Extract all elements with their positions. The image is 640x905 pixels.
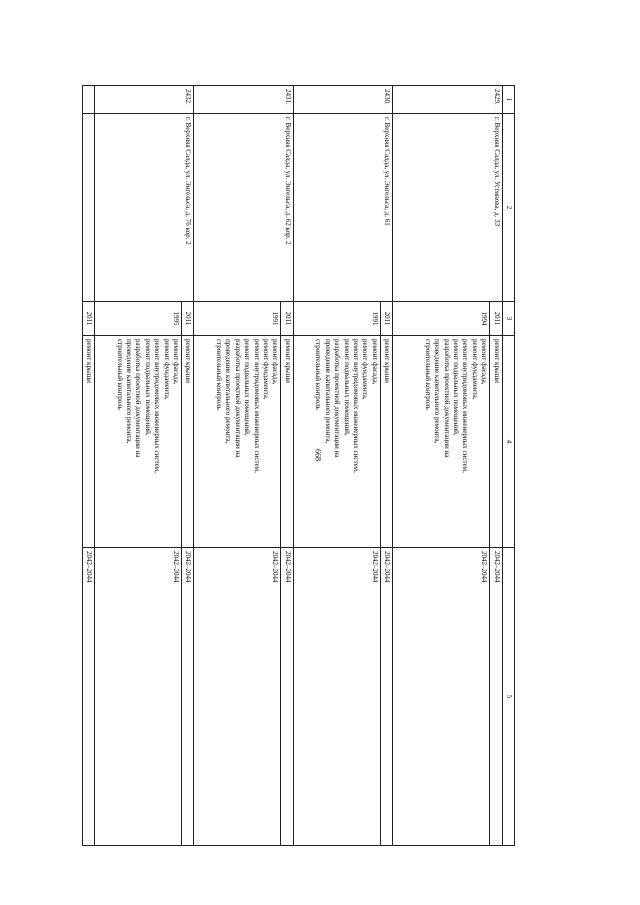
work-line: ремонт внутридомовых инженерных систем,	[351, 339, 360, 473]
work-line: проведение капитального ремонта,	[224, 339, 233, 444]
work-line: ремонт фасада,	[171, 339, 180, 385]
work-line: разработка проектной документации на	[134, 339, 143, 458]
row-year: 1991	[293, 302, 380, 336]
col-header-3: 3	[502, 302, 514, 336]
row-period: 2042–2044	[94, 548, 181, 846]
row-address	[82, 114, 94, 302]
row-roof-work: ремонт крыши	[490, 336, 502, 548]
row-works	[194, 336, 281, 548]
row-roof-period: 2042–2044	[490, 548, 502, 846]
table-sheet	[85, 85, 515, 845]
row-works	[94, 336, 181, 548]
row-period: 2042–2044	[293, 548, 380, 846]
row-roof-work: ремонт крыши	[82, 336, 94, 548]
row-works	[293, 336, 380, 548]
row-year: 1995	[94, 302, 181, 336]
work-line: ремонт подвальных помещений,	[451, 339, 460, 436]
row-roof-year: 2011	[82, 302, 94, 336]
row-roof-work: ремонт крыши	[181, 336, 193, 548]
table-row	[82, 86, 94, 846]
work-line: ремонт внутридомовых инженерных систем,	[252, 339, 261, 473]
row-number: 2431.	[194, 86, 293, 114]
row-number: 2430.	[293, 86, 392, 114]
work-line: разработка проектной документации на	[233, 339, 242, 458]
work-line: разработка проектной документации на	[333, 339, 342, 458]
table-row	[181, 86, 193, 846]
work-line: ремонт фундамента,	[470, 339, 479, 400]
work-line: строительный контроль	[115, 339, 124, 410]
row-roof-period: 2042–2044	[380, 548, 392, 846]
work-line: ремонт фундамента,	[361, 339, 370, 400]
work-line: ремонт фасада,	[271, 339, 280, 385]
row-roof-period: 2042–2044	[82, 548, 94, 846]
row-roof-work: ремонт крыши	[380, 336, 392, 548]
work-line: проведение капитального ремонта,	[433, 339, 442, 444]
col-header-1: 1	[502, 86, 514, 114]
page-number: 668	[313, 449, 323, 461]
header-row	[502, 86, 514, 846]
work-line: ремонт подвальных помещений,	[143, 339, 152, 436]
row-number: 2429.	[393, 86, 502, 114]
work-line: ремонт фасада,	[480, 339, 489, 385]
row-roof-work: ремонт крыши	[281, 336, 293, 548]
table-row	[281, 86, 293, 846]
row-period: 2042–2044	[393, 548, 490, 846]
row-number	[82, 86, 94, 114]
row-period: 2042–2044	[194, 548, 281, 846]
row-year: 1994	[393, 302, 490, 336]
work-line: ремонт внутридомовых инженерных систем,	[153, 339, 162, 473]
repair-table	[82, 85, 515, 846]
work-line: проведение капитального ремонта,	[323, 339, 332, 444]
row-roof-year: 2011	[181, 302, 193, 336]
row-number: 2432.	[94, 86, 193, 114]
row-address: г. Верхняя Салда, ул. Устинова, д. 33	[393, 114, 502, 302]
row-address: г. Верхняя Салда, ул. Энгельса, д. 62 кор. 2	[194, 114, 293, 302]
work-line: строительный контроль	[214, 339, 223, 410]
row-address: г. Верхняя Салда, ул. Энгельса, д. 61	[293, 114, 392, 302]
col-header-5: 5	[502, 548, 514, 846]
work-line: ремонт внутридомовых инженерных систем,	[461, 339, 470, 473]
work-line: ремонт подвальных помещений,	[243, 339, 252, 436]
row-roof-period: 2042–2044	[181, 548, 193, 846]
row-roof-year: 2011	[380, 302, 392, 336]
row-roof-period: 2042–2044	[281, 548, 293, 846]
table-container	[85, 85, 515, 845]
work-line: разработка проектной документации на	[442, 339, 451, 458]
work-line: строительный контроль	[423, 339, 432, 410]
work-line: ремонт фасада,	[370, 339, 379, 385]
row-year: 1991	[194, 302, 281, 336]
col-header-4: 4	[502, 336, 514, 548]
col-header-2: 2	[502, 114, 514, 302]
table-row	[490, 86, 502, 846]
work-line: строительный контроль	[314, 339, 323, 410]
work-line: проведение капитального ремонта,	[124, 339, 133, 444]
table-row	[380, 86, 392, 846]
row-address: г. Верхняя Салда, ул. Энгельса, д. 76 кор. 2	[94, 114, 193, 302]
row-roof-year: 2011	[281, 302, 293, 336]
row-roof-year: 2011	[490, 302, 502, 336]
work-line: ремонт подвальных помещений,	[342, 339, 351, 436]
work-line: ремонт фундамента,	[162, 339, 171, 400]
work-line: ремонт фундамента,	[261, 339, 270, 400]
row-works	[393, 336, 490, 548]
